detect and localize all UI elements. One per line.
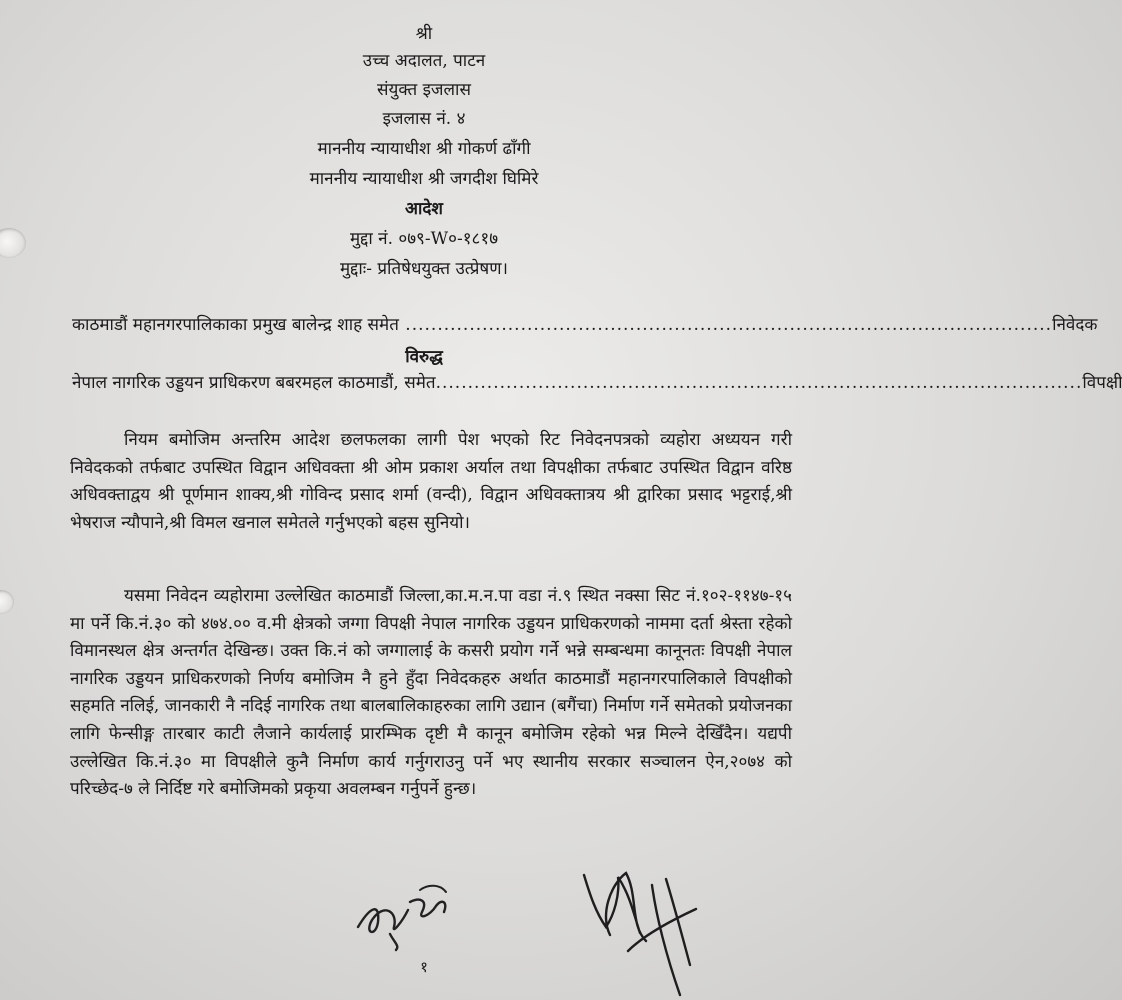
- respondent-name: नेपाल नागरिक उड्डयन प्राधिकरण बबरमहल काठमाडौं, समेत: [72, 373, 436, 393]
- respondent-line: [72, 371, 1122, 395]
- respondent-role: विपक्षी: [1082, 373, 1122, 393]
- petitioner-role: निवेदक: [1052, 315, 1098, 335]
- punch-hole: [0, 590, 14, 614]
- petitioner-line: [72, 313, 1098, 337]
- leader-dots: .....................................................................................................: [435, 373, 1083, 393]
- court-name: उच्च अदालत, पाटन: [362, 51, 486, 71]
- paragraph-hearing: नियम बमोजिम अन्तरिम आदेश छलफलका लागी पेश भएको रिट निवेदनपत्रको व्यहोरा अध्ययन गरी निवेदकको तर्फबाट उपस्थित विद्वान अधिवक्ता श्री ओम प्रकाश अर्याल तथा विपक्षीका तर्फबाट उपस्थित विद्वान वरिष्ठ अधिवक्ताद्वय श्री पूर्णमान शाक्य,श्री गोविन्द प्रसाद शर्मा (वन्दी), विद्वान अधिवक्तात्रय श्री द्वारिका प्रसाद भट्टराई,श्री भेषराज न्यौपाने,श्री विमल खनाल समेतले गर्नुभएको बहस सुनियो।: [70, 430, 792, 533]
- case-subject: मुद्दाः- प्रतिषेधयुक्त उत्प्रेषण।: [340, 259, 508, 279]
- petitioner-name: काठमाडौं महानगरपालिकाका प्रमुख बालेन्द्र शाह समेत: [72, 315, 399, 335]
- case-number: मुद्दा नं. ०७९-W०-१८१७: [349, 229, 499, 249]
- invocation: श्री: [415, 24, 433, 44]
- judge-signature-left: [350, 872, 460, 952]
- document-type: आदेश: [405, 199, 443, 219]
- leader-dots: .....................................................................................................: [398, 315, 1053, 335]
- page-number: १: [420, 958, 428, 976]
- judge-signature-right: [570, 855, 710, 1000]
- judge-1: माननीय न्यायाधीश श्री गोकर्ण ढाँगी: [317, 139, 531, 159]
- bench-number: इजलास नं. ४: [382, 109, 466, 129]
- judge-2: माननीय न्यायाधीश श्री जगदीश घिमिरे: [309, 169, 539, 189]
- paragraph-order: यसमा निवेदन व्यहोरामा उल्लेखित काठमाडौं जिल्ला,का.म.न.पा वडा नं.९ स्थित नक्सा सिट नं.१०२-११४७-१५ मा पर्ने कि.नं.३० को ४७४.०० व.मी क्षेत्रको जग्गा विपक्षी नेपाल नागरिक उड्डयन प्राधिकरणको नाममा दर्ता श्रेस्ता रहेको विमानस्थल क्षेत्र अन्तर्गत देखिन्छ। उक्त कि.नं को जग्गालाई के कसरी प्रयोग गर्ने भन्ने सम्बन्धमा कानूनतः विपक्षी नेपाल नागरिक उड्डयन प्राधिकरणको निर्णय बमोजिम नै हुने हुँदा निवेदकहरु अर्थात काठमाडौं महानगरपालिकाले विपक्षीको सहमति नलिई, जानकारी नै नदिई नागरिक तथा बालबालिकाहरुका लागि उद्यान (बगैंचा) निर्माण गर्ने समेतको प्रयोजनका लागि फेन्सीङ्ग तारबार काटी लैजाने कार्यलाई प्रारम्भिक दृष्टी मै कानून बमोजिम रहेको भन्न मिल्ने देखिँदैन। यद्यपी उल्लेखित कि.नं.३० मा विपक्षीले कुनै निर्माण कार्य गर्नुगराउनु पर्ने भए स्थानीय सरकार सञ्चालन ऐन,२०७४ को परिच्छेद-७ ले निर्दिष्ट गरे बमोजिमको प्रकृया अवलम्बन गर्नुपर्ने हुन्छ।: [70, 586, 792, 800]
- versus-label: विरुद्ध: [405, 347, 443, 367]
- bench-type: संयुक्त इजलास: [377, 80, 471, 100]
